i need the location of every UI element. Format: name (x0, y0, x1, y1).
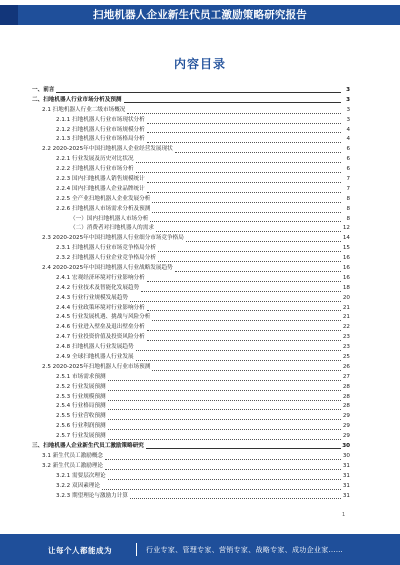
toc-entry-label: 2.5.7 行业发展预测 (56, 433, 106, 440)
toc-leader (105, 459, 341, 460)
toc-entry[interactable] (32, 284, 350, 294)
toc-entry-page: 16 (342, 255, 350, 262)
toc-entry-page: 28 (342, 403, 350, 410)
toc-entry-label: 2.2.3 国内扫地机器人销售规模统计 (56, 176, 145, 182)
toc-entry-page: 8 (346, 215, 350, 222)
toc-leader (175, 152, 341, 153)
toc-entry-page: 22 (342, 324, 350, 331)
toc-entry-label: 2.4.2 行业技术及智能化发展趋势 (56, 284, 140, 291)
toc-entry[interactable] (32, 482, 350, 492)
toc-leader (152, 212, 341, 213)
toc-leader (158, 261, 341, 262)
toc-leader (147, 310, 341, 311)
toc-entry-page: 6 (346, 166, 350, 173)
toc-entry-label: 2.2.6 扫地机器人市场需求分析及预测 (56, 205, 151, 212)
toc-entry[interactable] (32, 96, 350, 106)
toc-entry-page: 30 (342, 452, 350, 459)
toc-entry[interactable] (32, 422, 350, 432)
toc-entry-label: 2.4.5 行业发展机遇、挑战与风险分析 (56, 314, 151, 321)
toc-entry[interactable] (32, 373, 350, 383)
toc-entry-label: 3.2.2 双因素理论 (56, 482, 100, 489)
toc-entry-label: 2.5 2020-2025年扫地机器人行业市场预测 (42, 363, 151, 370)
toc-entry[interactable] (32, 472, 350, 482)
toc-entry-page: 12 (342, 225, 350, 232)
toc-entry-label: 3.2.1 需要层次理论 (56, 472, 106, 479)
toc-entry-page: 31 (342, 482, 350, 489)
toc-entry-label: 3.2.3 期望理论与激励力计算 (56, 492, 128, 499)
toc-entry-page: 27 (342, 373, 350, 380)
toc-entry-label: 2.2 2020-2025年中国扫地机器人企业经营发展现状 (42, 146, 173, 153)
toc-entry-page: 23 (342, 334, 350, 341)
toc-leader (152, 320, 341, 321)
toc-entry-label: 2.5.5 行业营收预测 (56, 413, 106, 420)
toc-entry-page: 21 (342, 314, 350, 321)
toc-entry[interactable] (32, 126, 350, 136)
toc-entry[interactable] (32, 234, 350, 244)
toc-entry[interactable] (32, 393, 350, 403)
footer-slogan: 让每个人都能成为 (48, 546, 112, 555)
toc-leader (108, 419, 341, 420)
toc-leader (108, 409, 341, 410)
report-title: 扫地机器人企业新生代员工激励策略研究报告 (93, 9, 307, 21)
toc-entry-label: 2.4.4 行业政策环境对行业影响分析 (56, 304, 145, 311)
toc-entry-page: 3 (346, 106, 350, 113)
toc-leader (105, 469, 341, 470)
header (0, 0, 400, 30)
toc-entry[interactable] (32, 323, 350, 333)
toc-entry[interactable] (32, 294, 350, 304)
toc-leader (102, 489, 341, 490)
toc-entry-page: 30 (342, 443, 350, 450)
toc-entry-page: 28 (342, 393, 350, 400)
toc-leader (150, 221, 341, 222)
toc-entry-label: 三、扫地机器人企业新生代员工激励策略研究 (32, 443, 144, 450)
toc-entry-label: 2.2.2 扫地机器人行业市场分析 (56, 166, 134, 173)
toc-entry[interactable] (32, 412, 350, 422)
toc-entry[interactable] (32, 175, 350, 185)
toc-entry[interactable] (32, 343, 350, 353)
toc-entry-label: 2.4.3 行业行业规模发展趋势 (56, 294, 128, 301)
toc-entry-label: 2.3.1 扫地机器人行业市场竞争格局分析 (56, 245, 156, 252)
toc-entry[interactable] (32, 195, 350, 205)
toc-leader (108, 429, 341, 430)
toc-entry-label: 2.1 扫地机器人行业二级市场概况 (42, 106, 126, 113)
toc-entry[interactable] (32, 254, 350, 264)
toc-entry-page: 6 (346, 156, 350, 163)
toc-entry-label: （一）国内扫地机器人市场分析 (70, 215, 149, 222)
toc-entry-page: 8 (346, 195, 350, 202)
toc-entry[interactable] (32, 264, 350, 274)
toc-entry[interactable] (32, 224, 350, 234)
toc-entry-label: 2.2.1 行业发展及历史对比状况 (56, 156, 134, 163)
toc-entry-label: 2.1.1 扫地机器人行业市场现状分析 (56, 116, 145, 123)
toc-entry-page: 4 (346, 126, 350, 133)
table-of-contents (32, 86, 350, 501)
toc-leader (108, 400, 341, 401)
toc-entry[interactable] (32, 452, 350, 462)
toc-leader (108, 390, 341, 391)
toc-entry-page: 8 (346, 205, 350, 212)
toc-leader (147, 281, 341, 282)
footer-separator (136, 543, 137, 556)
toc-entry[interactable] (32, 403, 350, 413)
toc-entry[interactable] (32, 86, 350, 96)
toc-entry-page: 3 (346, 116, 350, 123)
toc-entry-label: 2.4 2020-2025年中国扫地机器人行业战略发展趋势 (42, 265, 173, 272)
toc-entry-label: 2.5.4 行业格局预测 (56, 403, 106, 410)
toc-entry[interactable] (32, 106, 350, 116)
toc-entry[interactable] (32, 492, 350, 502)
toc-leader (146, 448, 341, 449)
toc-entry-page: 18 (342, 284, 350, 291)
toc-entry[interactable] (32, 313, 350, 323)
toc-entry[interactable] (32, 116, 350, 126)
toc-leader (156, 231, 341, 232)
toc-entry[interactable] (32, 383, 350, 393)
toc-leader (136, 162, 341, 163)
toc-entry[interactable] (32, 244, 350, 254)
page-number: 1 (342, 512, 346, 518)
toc-leader (147, 340, 341, 341)
toc-entry[interactable] (32, 442, 350, 452)
toc-entry-label: 2.5.1 市场需求预测 (56, 373, 106, 380)
toc-entry-label: 2.5.2 行业发展预测 (56, 383, 106, 390)
toc-entry-label: 一、前言 (32, 86, 55, 93)
toc-entry-label: 2.4.1 宏观经济环境对行业影响分析 (56, 274, 145, 281)
toc-entry[interactable] (32, 274, 350, 284)
toc-entry[interactable] (32, 353, 350, 363)
toc-entry-label: （二）消费者对扫地机器人的需求 (70, 225, 154, 232)
toc-entry-page: 29 (342, 413, 350, 420)
toc-entry-label: 二、扫地机器人行业市场分析及预测 (32, 96, 122, 103)
toc-leader (186, 241, 341, 242)
toc-leader (56, 92, 341, 93)
toc-leader (108, 380, 341, 381)
toc-entry[interactable] (32, 432, 350, 442)
toc-entry[interactable] (32, 304, 350, 314)
toc-entry-page: 14 (342, 235, 350, 242)
toc-entry-label: 2.4.8 扫地机器人行业发展趋势 (56, 344, 134, 351)
toc-entry-label: 2.5.6 行业利润预测 (56, 423, 106, 430)
toc-entry-page: 29 (342, 433, 350, 440)
toc-leader (158, 251, 341, 252)
toc-leader (136, 350, 341, 351)
toc-entry-page: 28 (342, 383, 350, 390)
toc-leader (147, 123, 341, 124)
toc-leader (147, 330, 341, 331)
toc-entry-page: 6 (346, 146, 350, 153)
toc-leader (147, 132, 341, 133)
toc-leader (130, 301, 341, 302)
toc-entry-label: 2.4.9 全球扫地机器人行业发展 (56, 354, 134, 361)
toc-entry-label: 2.1.2 扫地机器人行业市场规模分析 (56, 126, 145, 133)
toc-leader (124, 102, 341, 103)
toc-leader (147, 182, 341, 183)
toc-entry-page: 4 (346, 136, 350, 143)
toc-leader (152, 370, 341, 371)
toc-entry[interactable] (32, 205, 350, 215)
toc-entry-label: 2.3.2 扫地机器人行业企业竞争格局分析 (56, 255, 156, 262)
toc-entry[interactable] (32, 145, 350, 155)
toc-entry-page: 16 (342, 274, 350, 281)
toc-entry-page: 31 (342, 472, 350, 479)
toc-entry-label: 3.2 新生代员工激励理论 (42, 462, 104, 469)
toc-leader (175, 271, 341, 272)
toc-entry-page: 7 (346, 176, 350, 182)
toc-entry[interactable] (32, 185, 350, 195)
footer-tagline: 行业专家、管理专家、营销专家、战略专家、成功企业家…… (146, 546, 344, 554)
toc-entry-page: 21 (342, 304, 350, 311)
toc-leader (152, 202, 341, 203)
toc-entry[interactable] (32, 363, 350, 373)
toc-entry-label: 2.4.7 行业投资价值及投资风险分析 (56, 334, 145, 341)
toc-entry-page: 31 (342, 492, 350, 499)
toc-leader (130, 498, 341, 499)
toc-entry[interactable] (32, 462, 350, 472)
toc-leader (108, 439, 341, 440)
toc-entry-page: 15 (342, 245, 350, 252)
toc-entry-label: 2.4.6 行业进入壁垒及退出壁垒分析 (56, 324, 145, 331)
toc-entry[interactable] (32, 155, 350, 165)
toc-entry-page: 3 (346, 96, 350, 103)
toc-entry[interactable] (32, 165, 350, 175)
toc-leader (147, 192, 341, 193)
footer (0, 534, 400, 565)
toc-leader (141, 291, 341, 292)
toc-entry-label: 3.1 新生代员工激励概念 (42, 452, 104, 459)
toc-entry-label: 2.3 2020-2025年中国扫地机器人行业细分市场竞争格局 (42, 235, 184, 242)
toc-entry[interactable] (32, 135, 350, 145)
toc-leader (136, 172, 341, 173)
toc-leader (136, 360, 341, 361)
toc-entry[interactable] (32, 333, 350, 343)
toc-entry-label: 2.2.4 国内扫地机器人企业品牌统计 (56, 185, 145, 192)
toc-entry-page: 29 (342, 423, 350, 430)
toc-entry-label: 2.2.5 全产业扫地机器人企业发展分析 (56, 195, 151, 202)
toc-entry-page: 7 (346, 185, 350, 192)
toc-heading: 内容目录 (173, 57, 226, 71)
toc-entry-page: 26 (342, 363, 350, 370)
toc-entry[interactable] (32, 215, 350, 225)
toc-entry-label: 2.5.3 行业规模预测 (56, 393, 106, 400)
toc-leader (147, 142, 341, 143)
toc-entry-page: 20 (342, 294, 350, 301)
toc-entry-page: 16 (342, 265, 350, 272)
toc-entry-page: 23 (342, 344, 350, 351)
toc-leader (127, 113, 341, 114)
toc-entry-page: 25 (342, 354, 350, 361)
toc-entry-page: 31 (342, 462, 350, 469)
toc-entry-page: 3 (346, 86, 350, 93)
toc-entry-label: 2.1.3 扫地机器人行业市场格局分析 (56, 136, 145, 143)
toc-leader (108, 479, 341, 480)
